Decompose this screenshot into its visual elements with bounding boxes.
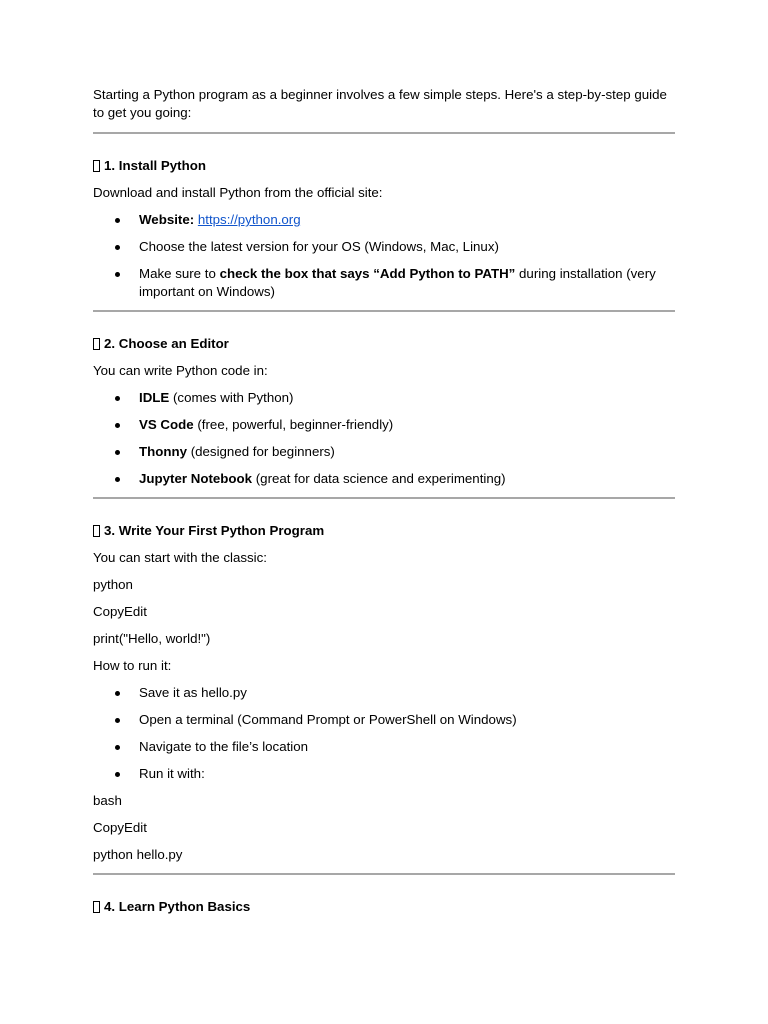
- list-item: [93, 443, 675, 461]
- list-item: [93, 684, 675, 702]
- section-divider: [93, 497, 675, 499]
- list-item: [93, 265, 675, 301]
- section-divider: [93, 310, 675, 312]
- copy-edit-label: CopyEdit: [93, 604, 147, 619]
- list-item-bold: check the box that says “Add Python to PATH”: [219, 266, 516, 281]
- missing-emoji-icon: [93, 160, 100, 172]
- editor-name: IDLE: [139, 390, 170, 405]
- list-item: [93, 711, 675, 729]
- bullet-icon: [115, 423, 120, 428]
- code-language-label: bash: [93, 793, 122, 808]
- editor-desc: (free, powerful, beginner-friendly): [193, 417, 394, 432]
- list-item-text: Open a terminal (Command Prompt or PowerShell on Windows): [139, 712, 517, 727]
- list-item-text: Choose the latest version for your OS (Windows, Mac, Linux): [139, 239, 499, 254]
- bullet-icon: [115, 245, 120, 250]
- install-list: [93, 211, 675, 301]
- document-page: [93, 86, 675, 925]
- editor-name: Thonny: [139, 444, 188, 459]
- list-item-text: Save it as hello.py: [139, 685, 247, 700]
- code-line: python hello.py: [93, 847, 183, 862]
- code-line: print("Hello, world!"): [93, 631, 211, 646]
- bullet-icon: [115, 450, 120, 455]
- list-item: [93, 238, 675, 256]
- section-heading-basics: [93, 898, 675, 916]
- missing-emoji-icon: [93, 338, 100, 350]
- code-language-label: python: [93, 577, 133, 592]
- bullet-icon: [115, 477, 120, 482]
- bullet-icon: [115, 718, 120, 723]
- editor-lead: You can write Python code in:: [93, 363, 268, 378]
- website-label: Website:: [139, 212, 195, 227]
- list-item: [93, 211, 675, 229]
- bullet-icon: [115, 272, 120, 277]
- bullet-icon: [115, 745, 120, 750]
- install-lead: Download and install Python from the official site:: [93, 185, 383, 200]
- list-item-text: Run it with:: [139, 766, 205, 781]
- section-heading-editor: [93, 335, 675, 353]
- editor-list: [93, 389, 675, 488]
- editor-name: VS Code: [139, 417, 194, 432]
- list-item-text: Navigate to the file’s location: [139, 739, 309, 754]
- first-program-lead: You can start with the classic:: [93, 550, 267, 565]
- run-steps-list: [93, 684, 675, 783]
- editor-name: Jupyter Notebook: [139, 471, 253, 486]
- editor-desc: (comes with Python): [169, 390, 294, 405]
- list-item-text: Make sure to: [139, 266, 220, 281]
- missing-emoji-icon: [93, 901, 100, 913]
- howto-label: How to run it:: [93, 658, 172, 673]
- section-heading-install: [93, 157, 675, 175]
- intro-paragraph: Starting a Python program as a beginner involves a few simple steps. Here's a step-by-step guide to get you going:: [93, 87, 667, 120]
- bullet-icon: [115, 772, 120, 777]
- list-item: [93, 416, 675, 434]
- list-item-text: during installation (very important on Windows): [139, 266, 656, 299]
- editor-desc: (designed for beginners): [187, 444, 335, 459]
- copy-edit-label: CopyEdit: [93, 820, 147, 835]
- section-divider: [93, 132, 675, 134]
- section-divider: [93, 873, 675, 875]
- heading-text: 2. Choose an Editor: [104, 336, 229, 351]
- bullet-icon: [115, 396, 120, 401]
- bullet-icon: [115, 691, 120, 696]
- list-item: [93, 389, 675, 407]
- heading-text: 4. Learn Python Basics: [104, 899, 251, 914]
- python-org-link[interactable]: https://python.org: [197, 212, 301, 227]
- list-item: [93, 738, 675, 756]
- missing-emoji-icon: [93, 525, 100, 537]
- heading-text: 3. Write Your First Python Program: [104, 523, 325, 538]
- editor-desc: (great for data science and experimenting): [252, 471, 506, 486]
- list-item: [93, 470, 675, 488]
- list-item: [93, 765, 675, 783]
- section-heading-first-program: [93, 522, 675, 540]
- bullet-icon: [115, 218, 120, 223]
- heading-text: 1. Install Python: [104, 158, 206, 173]
